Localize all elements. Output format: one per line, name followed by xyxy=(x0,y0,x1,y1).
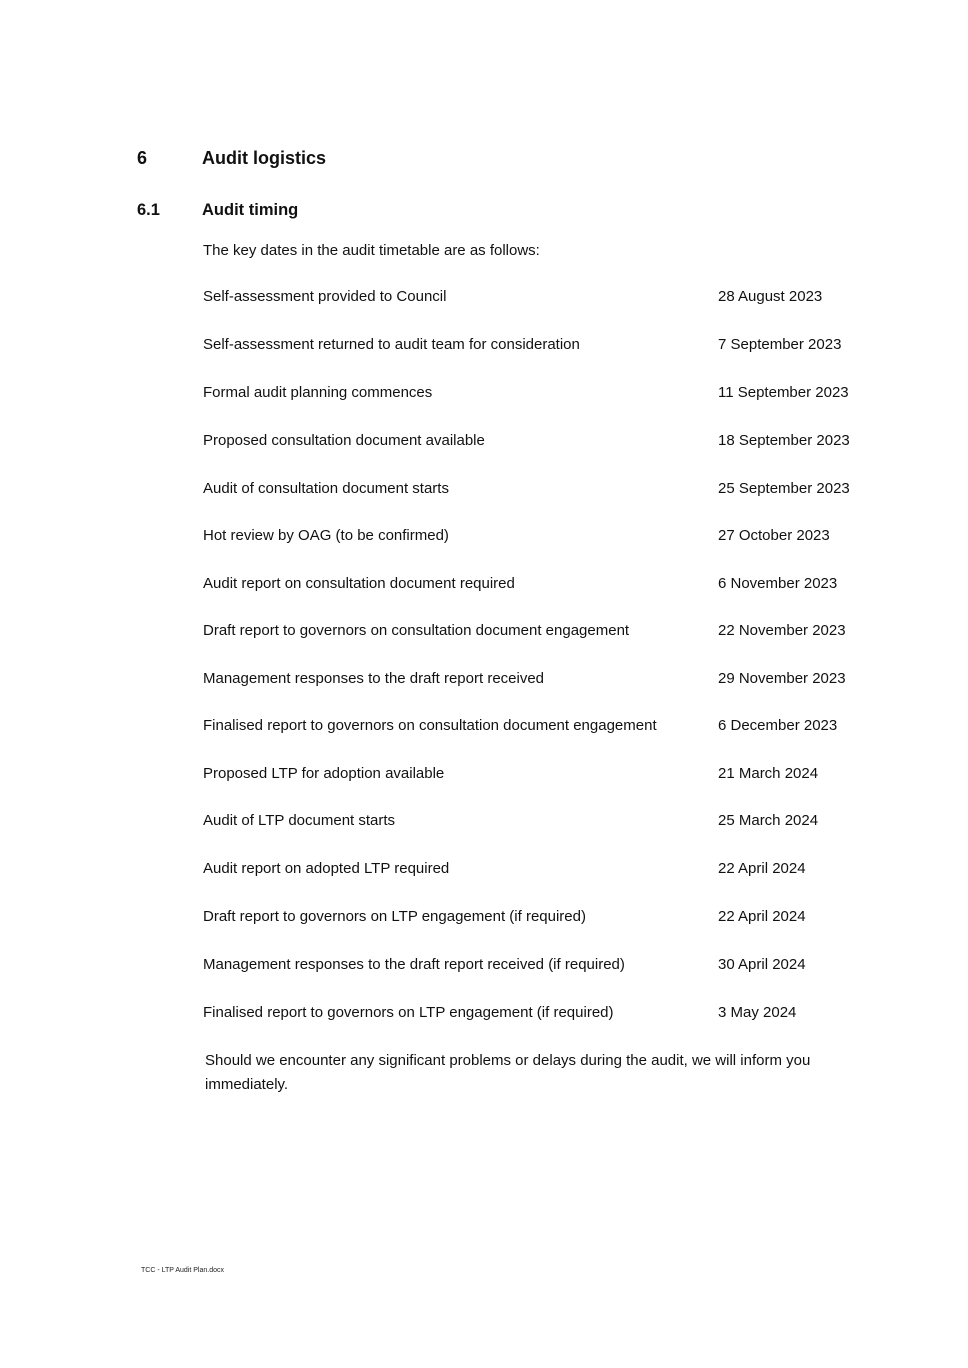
timetable-row xyxy=(203,620,903,642)
timetable-activity: Finalised report to governors on LTP engagement (if required) xyxy=(203,1004,614,1021)
timetable-activity: Proposed consultation document available xyxy=(203,432,485,449)
timetable-row xyxy=(203,334,903,356)
timetable-date: 11 September 2023 xyxy=(718,384,849,401)
timetable-row xyxy=(203,763,903,785)
timetable-activity: Draft report to governors on consultation document engagement xyxy=(203,622,630,639)
timetable-activity: Hot review by OAG (to be confirmed) xyxy=(203,527,449,544)
timetable-date: 3 May 2024 xyxy=(718,1004,797,1021)
timetable-activity: Management responses to the draft report received xyxy=(203,670,545,687)
page-footer: TCC - LTP Audit Plan.docx xyxy=(141,1267,224,1274)
section-title: Audit logistics xyxy=(202,148,327,168)
timetable-date: 22 April 2024 xyxy=(718,908,806,925)
timetable-row xyxy=(203,858,903,880)
timetable-date: 7 September 2023 xyxy=(718,336,842,353)
timetable-date: 21 March 2024 xyxy=(718,765,819,782)
timetable-row xyxy=(203,668,903,690)
timetable-date: 25 March 2024 xyxy=(718,812,819,829)
timetable-activity: Management responses to the draft report received (if required) xyxy=(203,956,625,973)
timetable-row xyxy=(203,525,903,547)
timetable-date: 25 September 2023 xyxy=(718,480,850,497)
timetable-date: 28 August 2023 xyxy=(718,288,823,305)
timetable-date: 30 April 2024 xyxy=(718,956,806,973)
timetable-activity: Audit report on adopted LTP required xyxy=(203,860,450,877)
timetable-date: 18 September 2023 xyxy=(718,432,850,449)
timetable-row xyxy=(203,573,903,595)
timetable-activity: Audit report on consultation document required xyxy=(203,575,515,592)
timetable-date: 22 November 2023 xyxy=(718,622,846,639)
timetable-activity: Audit of consultation document starts xyxy=(203,480,449,497)
subsection-number: 6.1 xyxy=(137,201,160,219)
timetable-date: 22 April 2024 xyxy=(718,860,806,877)
timetable-activity: Draft report to governors on LTP engagement (if required) xyxy=(203,908,586,925)
timetable-row xyxy=(203,810,903,832)
timetable-activity: Self-assessment provided to Council xyxy=(203,288,447,305)
timetable-row xyxy=(203,430,903,452)
intro-paragraph: The key dates in the audit timetable are as follows: xyxy=(203,242,540,259)
timetable-activity: Formal audit planning commences xyxy=(203,384,433,401)
timetable-row xyxy=(203,1002,903,1024)
timetable-row xyxy=(203,286,903,308)
timetable-activity: Finalised report to governors on consultation document engagement xyxy=(203,717,657,734)
timetable-activity: Audit of LTP document starts xyxy=(203,812,396,829)
timetable-row xyxy=(203,715,903,737)
timetable-row xyxy=(203,382,903,404)
timetable-date: 6 November 2023 xyxy=(718,575,838,592)
timetable-row xyxy=(203,906,903,928)
timetable-row xyxy=(203,954,903,976)
timetable-date: 29 November 2023 xyxy=(718,670,846,687)
timetable-row xyxy=(203,478,903,500)
subsection-title: Audit timing xyxy=(202,201,299,219)
timetable-activity: Self-assessment returned to audit team for consideration xyxy=(203,336,580,353)
timetable-date: 6 December 2023 xyxy=(718,717,838,734)
timetable-date: 27 October 2023 xyxy=(718,527,830,544)
section-number: 6 xyxy=(137,148,148,168)
timetable-activity: Proposed LTP for adoption available xyxy=(203,765,445,782)
closing-paragraph: Should we encounter any significant problems or delays during the audit, we will inform you immediately. xyxy=(205,1052,811,1093)
